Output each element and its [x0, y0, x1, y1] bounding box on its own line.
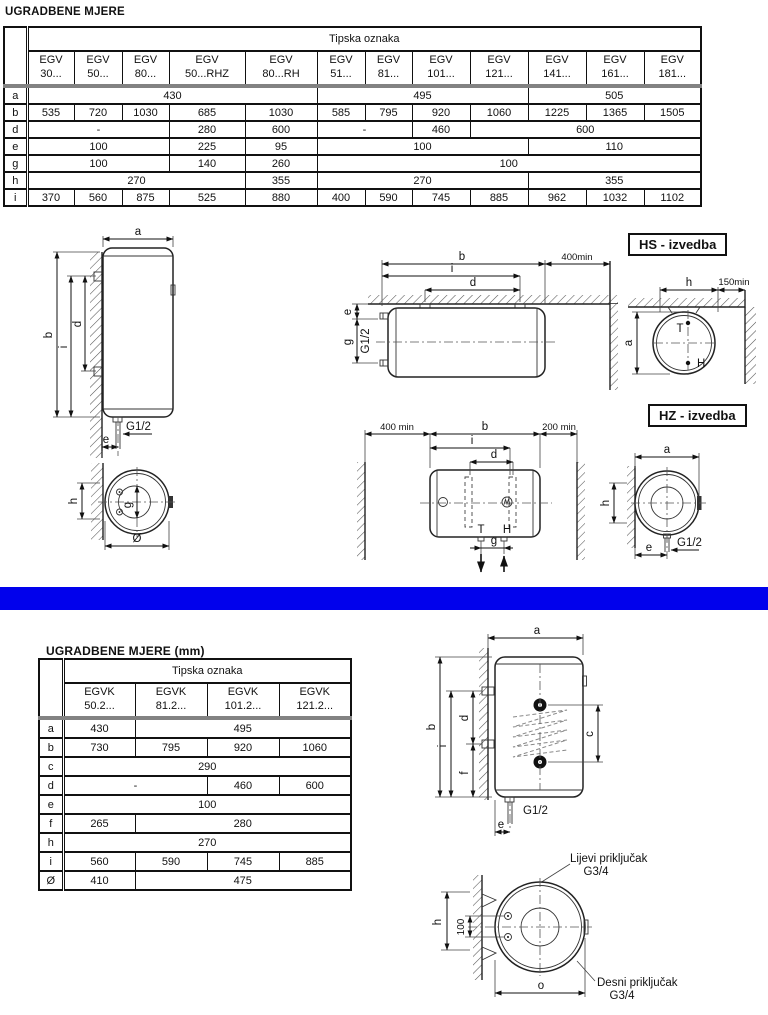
dim-label-100: 100 [456, 918, 467, 936]
table-cell: 100 [317, 138, 528, 155]
table-row [4, 121, 701, 138]
dim-label-d: d [469, 277, 477, 289]
table-row [39, 757, 351, 776]
pipe-connection [380, 360, 388, 366]
table-cell: 100 [27, 138, 169, 155]
table-cell: 875 [122, 189, 169, 206]
column-header: EGV 121... [470, 51, 528, 86]
table-cell: 585 [317, 104, 365, 121]
hs-front-view-diagram [612, 262, 768, 390]
dim-label-a: a [134, 226, 142, 238]
column-header: EGV 80...RH [245, 51, 317, 86]
dim-label-d: d [490, 449, 498, 461]
dim-label-b: b [426, 723, 438, 731]
dim-label-f: f [459, 771, 471, 775]
column-header: EGVK 121.2... [279, 683, 351, 718]
table-cell: 280 [135, 814, 351, 833]
table-cell: 355 [528, 172, 701, 189]
row-label: f [39, 814, 63, 833]
wall-hatch [357, 462, 365, 560]
heater-body [388, 308, 545, 377]
table-cell: 525 [169, 189, 245, 206]
table-cell: 100 [63, 795, 351, 814]
table-cell: 560 [63, 852, 135, 871]
ceiling-hatch [368, 295, 618, 304]
table-cell: 885 [470, 189, 528, 206]
column-header: EGV 50...RHZ [169, 51, 245, 86]
dim-label-e: e [342, 308, 354, 316]
row-label: b [4, 104, 27, 121]
table-cell: 270 [317, 172, 528, 189]
table-cell: 1225 [528, 104, 586, 121]
table-cell: 795 [135, 738, 207, 757]
table-cell: 100 [317, 155, 701, 172]
clearance-label-400min: 400 min [380, 422, 414, 433]
table-corner-cell [39, 659, 63, 718]
pipe-connection [380, 313, 388, 319]
column-header: EGV 141... [528, 51, 586, 86]
hz-front-view-diagram [600, 430, 768, 582]
dim-label-a: a [533, 625, 541, 637]
point-label-H: H [697, 358, 706, 370]
table-cell: 1060 [470, 104, 528, 121]
row-label: a [4, 86, 27, 104]
table-row [4, 138, 701, 155]
dim-label-c: c [584, 731, 596, 737]
dim-label-g: g [342, 338, 354, 346]
table-cell: 400 [317, 189, 365, 206]
table-cell: 260 [245, 155, 317, 172]
column-header: EGV 181... [644, 51, 701, 86]
column-header: EGV 50... [74, 51, 122, 86]
dimensions-table-1 [3, 26, 702, 207]
table-corner-cell [4, 27, 27, 86]
dim-label-b: b [458, 251, 466, 263]
dim-label-e: e [102, 434, 110, 446]
dim-label-b: b [481, 421, 489, 433]
table-row [39, 814, 351, 833]
clearance-label-150min: 150min [718, 277, 750, 288]
hs-variant-badge [628, 233, 727, 256]
table-cell: 962 [528, 189, 586, 206]
left-connection-label: Lijevi priključak [570, 853, 648, 865]
table-group-header: Tipska oznaka [27, 27, 701, 51]
table-cell: 1505 [644, 104, 701, 121]
table-cell: 720 [74, 104, 122, 121]
table-cell: 590 [135, 852, 207, 871]
table-cell: 430 [63, 718, 135, 738]
egvk-front-view-diagram [420, 848, 705, 1015]
table-cell: 140 [169, 155, 245, 172]
table-cell: 685 [169, 104, 245, 121]
dim-label-d: d [459, 714, 471, 722]
column-header: EGV 101... [412, 51, 470, 86]
table-row [39, 738, 351, 757]
row-label: d [4, 121, 27, 138]
egvk-vertical-heater-diagram [420, 618, 655, 853]
table-cell: 535 [27, 104, 74, 121]
section1-title: UGRADBENE MJERE [5, 6, 125, 18]
table-cell: - [63, 776, 207, 795]
pipe-size-label: G1/2 [523, 805, 548, 817]
wall-hatch [745, 307, 756, 384]
hz-horizontal-heater-diagram [340, 420, 640, 582]
table-cell: 410 [63, 871, 135, 890]
column-header: EGV 80... [122, 51, 169, 86]
table-row [4, 104, 701, 121]
pipe-size-label: G1/2 [677, 537, 702, 549]
table-cell: 100 [27, 155, 169, 172]
table-cell: 885 [279, 852, 351, 871]
row-label: i [4, 189, 27, 206]
table-row [4, 189, 701, 206]
row-label: h [39, 833, 63, 852]
table-cell: 290 [63, 757, 351, 776]
point-label-H: H [502, 524, 512, 536]
blue-divider [0, 587, 768, 610]
hz-variant-badge [648, 404, 747, 427]
dim-label-h: h [600, 499, 612, 507]
table-group-header: Tipska oznaka [63, 659, 351, 683]
table-cell: 270 [27, 172, 245, 189]
table-cell: 600 [470, 121, 701, 138]
table-cell: 430 [27, 86, 317, 104]
table-cell: 505 [528, 86, 701, 104]
dim-label-a: a [663, 444, 671, 456]
point-label-T: T [676, 323, 684, 335]
dim-label-o: o [537, 980, 545, 992]
table-row [39, 795, 351, 814]
table-cell: 590 [365, 189, 412, 206]
table-cell: 270 [63, 833, 351, 852]
table-cell: 95 [245, 138, 317, 155]
dimensions-table-2-wrap [38, 658, 352, 891]
row-label: b [39, 738, 63, 757]
table-cell: 745 [412, 189, 470, 206]
table-cell: 1102 [644, 189, 701, 206]
row-label: i [39, 852, 63, 871]
column-header: EGVK 50.2... [63, 683, 135, 718]
column-header: EGVK 81.2... [135, 683, 207, 718]
table-cell: 265 [63, 814, 135, 833]
dim-label-g: g [490, 535, 498, 547]
dim-label-b: b [43, 331, 55, 339]
wall-hatch [479, 648, 488, 800]
hz-badge-label: HZ - izvedba [659, 408, 736, 423]
table-cell: 460 [412, 121, 470, 138]
dim-label-h: h [68, 497, 80, 505]
row-label: a [39, 718, 63, 738]
wall-hatch [577, 462, 585, 560]
row-label: e [4, 138, 27, 155]
egv-vertical-heater-diagram [40, 225, 265, 575]
table-cell: 795 [365, 104, 412, 121]
dim-label-h: h [432, 918, 444, 926]
table-cell: 475 [135, 871, 351, 890]
table-row [39, 718, 351, 738]
clearance-label-400min: 400min [561, 252, 593, 263]
dim-label-diameter: Ø [132, 533, 142, 545]
dimensions-table-2 [38, 658, 352, 891]
left-connection-size: G3/4 [583, 866, 609, 878]
table-cell: 600 [245, 121, 317, 138]
table-cell: 600 [279, 776, 351, 795]
wall-hatch [627, 466, 635, 548]
clearance-label-200min: 200 min [542, 422, 576, 433]
right-connection-size: G3/4 [609, 990, 635, 1002]
table-cell: 730 [63, 738, 135, 757]
dim-label-i: i [450, 263, 454, 275]
pipe-size-label: G1/2 [360, 328, 372, 354]
table-row [39, 852, 351, 871]
table-cell: - [27, 121, 169, 138]
heater-body [103, 248, 173, 417]
table-cell: 1030 [122, 104, 169, 121]
table-row [39, 871, 351, 890]
table-cell: 460 [207, 776, 279, 795]
table-cell: 225 [169, 138, 245, 155]
table-cell: 280 [169, 121, 245, 138]
table-cell: 495 [317, 86, 528, 104]
wall-hatch [90, 252, 102, 458]
row-label: c [39, 757, 63, 776]
column-header: EGV 81... [365, 51, 412, 86]
dim-label-d: d [72, 320, 84, 328]
table-cell: 920 [207, 738, 279, 757]
wall-hatch [473, 875, 482, 980]
hs-horizontal-heater-diagram [340, 232, 635, 422]
row-label: e [39, 795, 63, 814]
table-cell: 1060 [279, 738, 351, 757]
table-cell: 880 [245, 189, 317, 206]
table-cell: 110 [528, 138, 701, 155]
table-cell: 1030 [245, 104, 317, 121]
dim-label-g: g [122, 501, 134, 509]
table-cell: 920 [412, 104, 470, 121]
table-cell: - [317, 121, 412, 138]
table-cell: 495 [135, 718, 351, 738]
heater-body [430, 470, 540, 537]
ceiling-hatch [628, 298, 745, 307]
table-row [4, 172, 701, 189]
point-label-T: T [477, 524, 485, 536]
table-cell: 745 [207, 852, 279, 871]
table-cell: 370 [27, 189, 74, 206]
column-header: EGV 51... [317, 51, 365, 86]
right-connection-label: Desni priključak [597, 977, 678, 989]
row-label: d [39, 776, 63, 795]
table-row [39, 833, 351, 852]
dim-label-h: h [685, 277, 693, 289]
row-label: Ø [39, 871, 63, 890]
table-cell: 355 [245, 172, 317, 189]
wall-hatch [91, 463, 103, 540]
dimensions-table-1-wrap [3, 26, 702, 207]
table-cell: 1365 [586, 104, 644, 121]
table-row [4, 86, 701, 104]
column-header: EGV 30... [27, 51, 74, 86]
column-header: EGV 161... [586, 51, 644, 86]
dim-label-e: e [497, 819, 505, 831]
dim-label-a: a [623, 339, 635, 347]
table-row [4, 155, 701, 172]
row-label: h [4, 172, 27, 189]
column-header: EGVK 101.2... [207, 683, 279, 718]
pipe-size-label: G1/2 [126, 421, 151, 433]
dim-label-e: e [645, 542, 653, 554]
table-row [39, 776, 351, 795]
heater-body [495, 657, 583, 797]
table-cell: 1032 [586, 189, 644, 206]
hs-badge-label: HS - izvedba [639, 237, 717, 252]
row-label: g [4, 155, 27, 172]
dim-label-i: i [58, 345, 70, 349]
dim-label-i: i [470, 435, 474, 447]
dim-label-i: i [437, 744, 449, 748]
table-cell: 560 [74, 189, 122, 206]
section2-title: UGRADBENE MJERE (mm) [46, 644, 205, 658]
